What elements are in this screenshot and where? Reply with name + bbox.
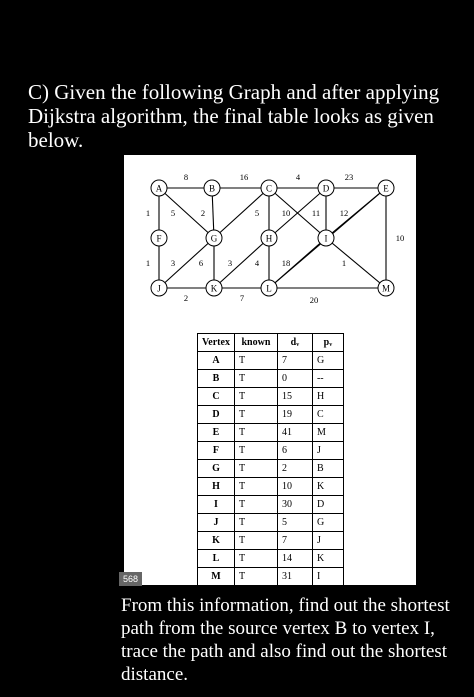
cell-distance: 31 — [277, 568, 312, 586]
cell-known: T — [234, 550, 277, 568]
table-row — [198, 568, 344, 586]
weight-label: 1 — [145, 208, 151, 218]
question-outro: From this information, find out the shortest path from the source vertex B to vertex I, trace the path and also find out the shortest distance. — [121, 595, 450, 685]
weight-label: 3 — [227, 258, 233, 268]
node-d-label: D — [322, 183, 330, 194]
cell-previous: K — [312, 550, 343, 568]
cell-distance: 10 — [277, 478, 312, 496]
cell-previous: K — [312, 478, 343, 496]
node-m-label: M — [381, 283, 391, 294]
weight-label: 5 — [170, 208, 176, 218]
cell-distance: 0 — [277, 370, 312, 388]
weight-label: 10 — [281, 208, 291, 218]
weight-label: 12 — [339, 208, 349, 218]
weight-label: 11 — [311, 208, 321, 218]
cell-vertex: H — [198, 478, 235, 496]
graph-diagram — [124, 155, 416, 330]
node-k-label: K — [210, 283, 218, 294]
cell-previous: -- — [312, 370, 343, 388]
node-j-label: J — [157, 283, 161, 294]
image-id-badge: 568 — [119, 572, 142, 586]
cell-known: T — [234, 352, 277, 370]
cell-previous: H — [312, 388, 343, 406]
cell-distance: 15 — [277, 388, 312, 406]
cell-previous: M — [312, 424, 343, 442]
weight-label: 20 — [309, 295, 319, 305]
cell-known: T — [234, 370, 277, 388]
table-row — [198, 352, 344, 370]
cell-vertex: M — [198, 568, 235, 586]
cell-known: T — [234, 496, 277, 514]
node-l-label: L — [266, 283, 272, 294]
cell-distance: 14 — [277, 550, 312, 568]
weight-label: 2 — [183, 293, 189, 303]
weight-label: 1 — [341, 258, 347, 268]
weight-label: 16 — [239, 172, 249, 182]
col-previous: pᵥ — [312, 334, 343, 352]
cell-known: T — [234, 568, 277, 586]
cell-vertex: F — [198, 442, 235, 460]
weight-label: 1 — [145, 258, 151, 268]
table-row — [198, 424, 344, 442]
cell-distance: 30 — [277, 496, 312, 514]
table-row — [198, 532, 344, 550]
node-b-label: B — [208, 183, 216, 194]
cell-vertex: K — [198, 532, 235, 550]
cell-known: T — [234, 514, 277, 532]
cell-vertex: E — [198, 424, 235, 442]
cell-vertex: I — [198, 496, 235, 514]
col-distance: dᵥ — [277, 334, 312, 352]
table-row — [198, 406, 344, 424]
cell-vertex: G — [198, 460, 235, 478]
cell-known: T — [234, 532, 277, 550]
node-g-label: G — [210, 233, 218, 244]
cell-known: T — [234, 478, 277, 496]
table-header-row — [198, 334, 344, 352]
col-known: known — [234, 334, 277, 352]
cell-previous: G — [312, 514, 343, 532]
weight-label: 2 — [200, 208, 206, 218]
weight-label: 10 — [395, 233, 405, 243]
cell-distance: 41 — [277, 424, 312, 442]
cell-previous: J — [312, 532, 343, 550]
weight-label: 4 — [254, 258, 260, 268]
table-row — [198, 478, 344, 496]
cell-vertex: J — [198, 514, 235, 532]
cell-distance: 7 — [277, 532, 312, 550]
weight-label: 23 — [344, 172, 354, 182]
table-row — [198, 442, 344, 460]
cell-previous: G — [312, 352, 343, 370]
cell-previous: B — [312, 460, 343, 478]
table-row — [198, 550, 344, 568]
node-c-label: C — [265, 183, 273, 194]
cell-known: T — [234, 442, 277, 460]
figure-panel — [124, 155, 416, 585]
node-e-label: E — [383, 183, 389, 194]
col-vertex: Vertex — [198, 334, 235, 352]
weight-label: 5 — [254, 208, 260, 218]
table-row — [198, 388, 344, 406]
table-row — [198, 496, 344, 514]
weight-label: 3 — [170, 258, 176, 268]
cell-previous: C — [312, 406, 343, 424]
weight-label: 7 — [239, 293, 245, 303]
cell-vertex: C — [198, 388, 235, 406]
cell-known: T — [234, 406, 277, 424]
node-h-label: H — [265, 233, 273, 244]
node-i-label: I — [324, 233, 328, 244]
cell-distance: 19 — [277, 406, 312, 424]
question-intro: C) Given the following Graph and after applying Dijkstra algorithm, the final table looks as given below. — [28, 80, 440, 152]
table-row — [198, 460, 344, 478]
cell-previous: D — [312, 496, 343, 514]
table-row — [198, 514, 344, 532]
cell-previous: I — [312, 568, 343, 586]
weight-label: 6 — [198, 258, 204, 268]
cell-known: T — [234, 388, 277, 406]
weight-label: 18 — [281, 258, 291, 268]
cell-distance: 5 — [277, 514, 312, 532]
cell-known: T — [234, 460, 277, 478]
weight-label: 8 — [183, 172, 189, 182]
table-row — [198, 370, 344, 388]
cell-distance: 6 — [277, 442, 312, 460]
weight-label: 4 — [295, 172, 301, 182]
dijkstra-table — [197, 333, 344, 585]
node-f-label: F — [156, 233, 162, 244]
cell-known: T — [234, 424, 277, 442]
cell-vertex: D — [198, 406, 235, 424]
cell-vertex: L — [198, 550, 235, 568]
node-a-label: A — [155, 183, 163, 194]
cell-distance: 2 — [277, 460, 312, 478]
cell-vertex: A — [198, 352, 235, 370]
cell-distance: 7 — [277, 352, 312, 370]
cell-vertex: B — [198, 370, 235, 388]
cell-previous: J — [312, 442, 343, 460]
